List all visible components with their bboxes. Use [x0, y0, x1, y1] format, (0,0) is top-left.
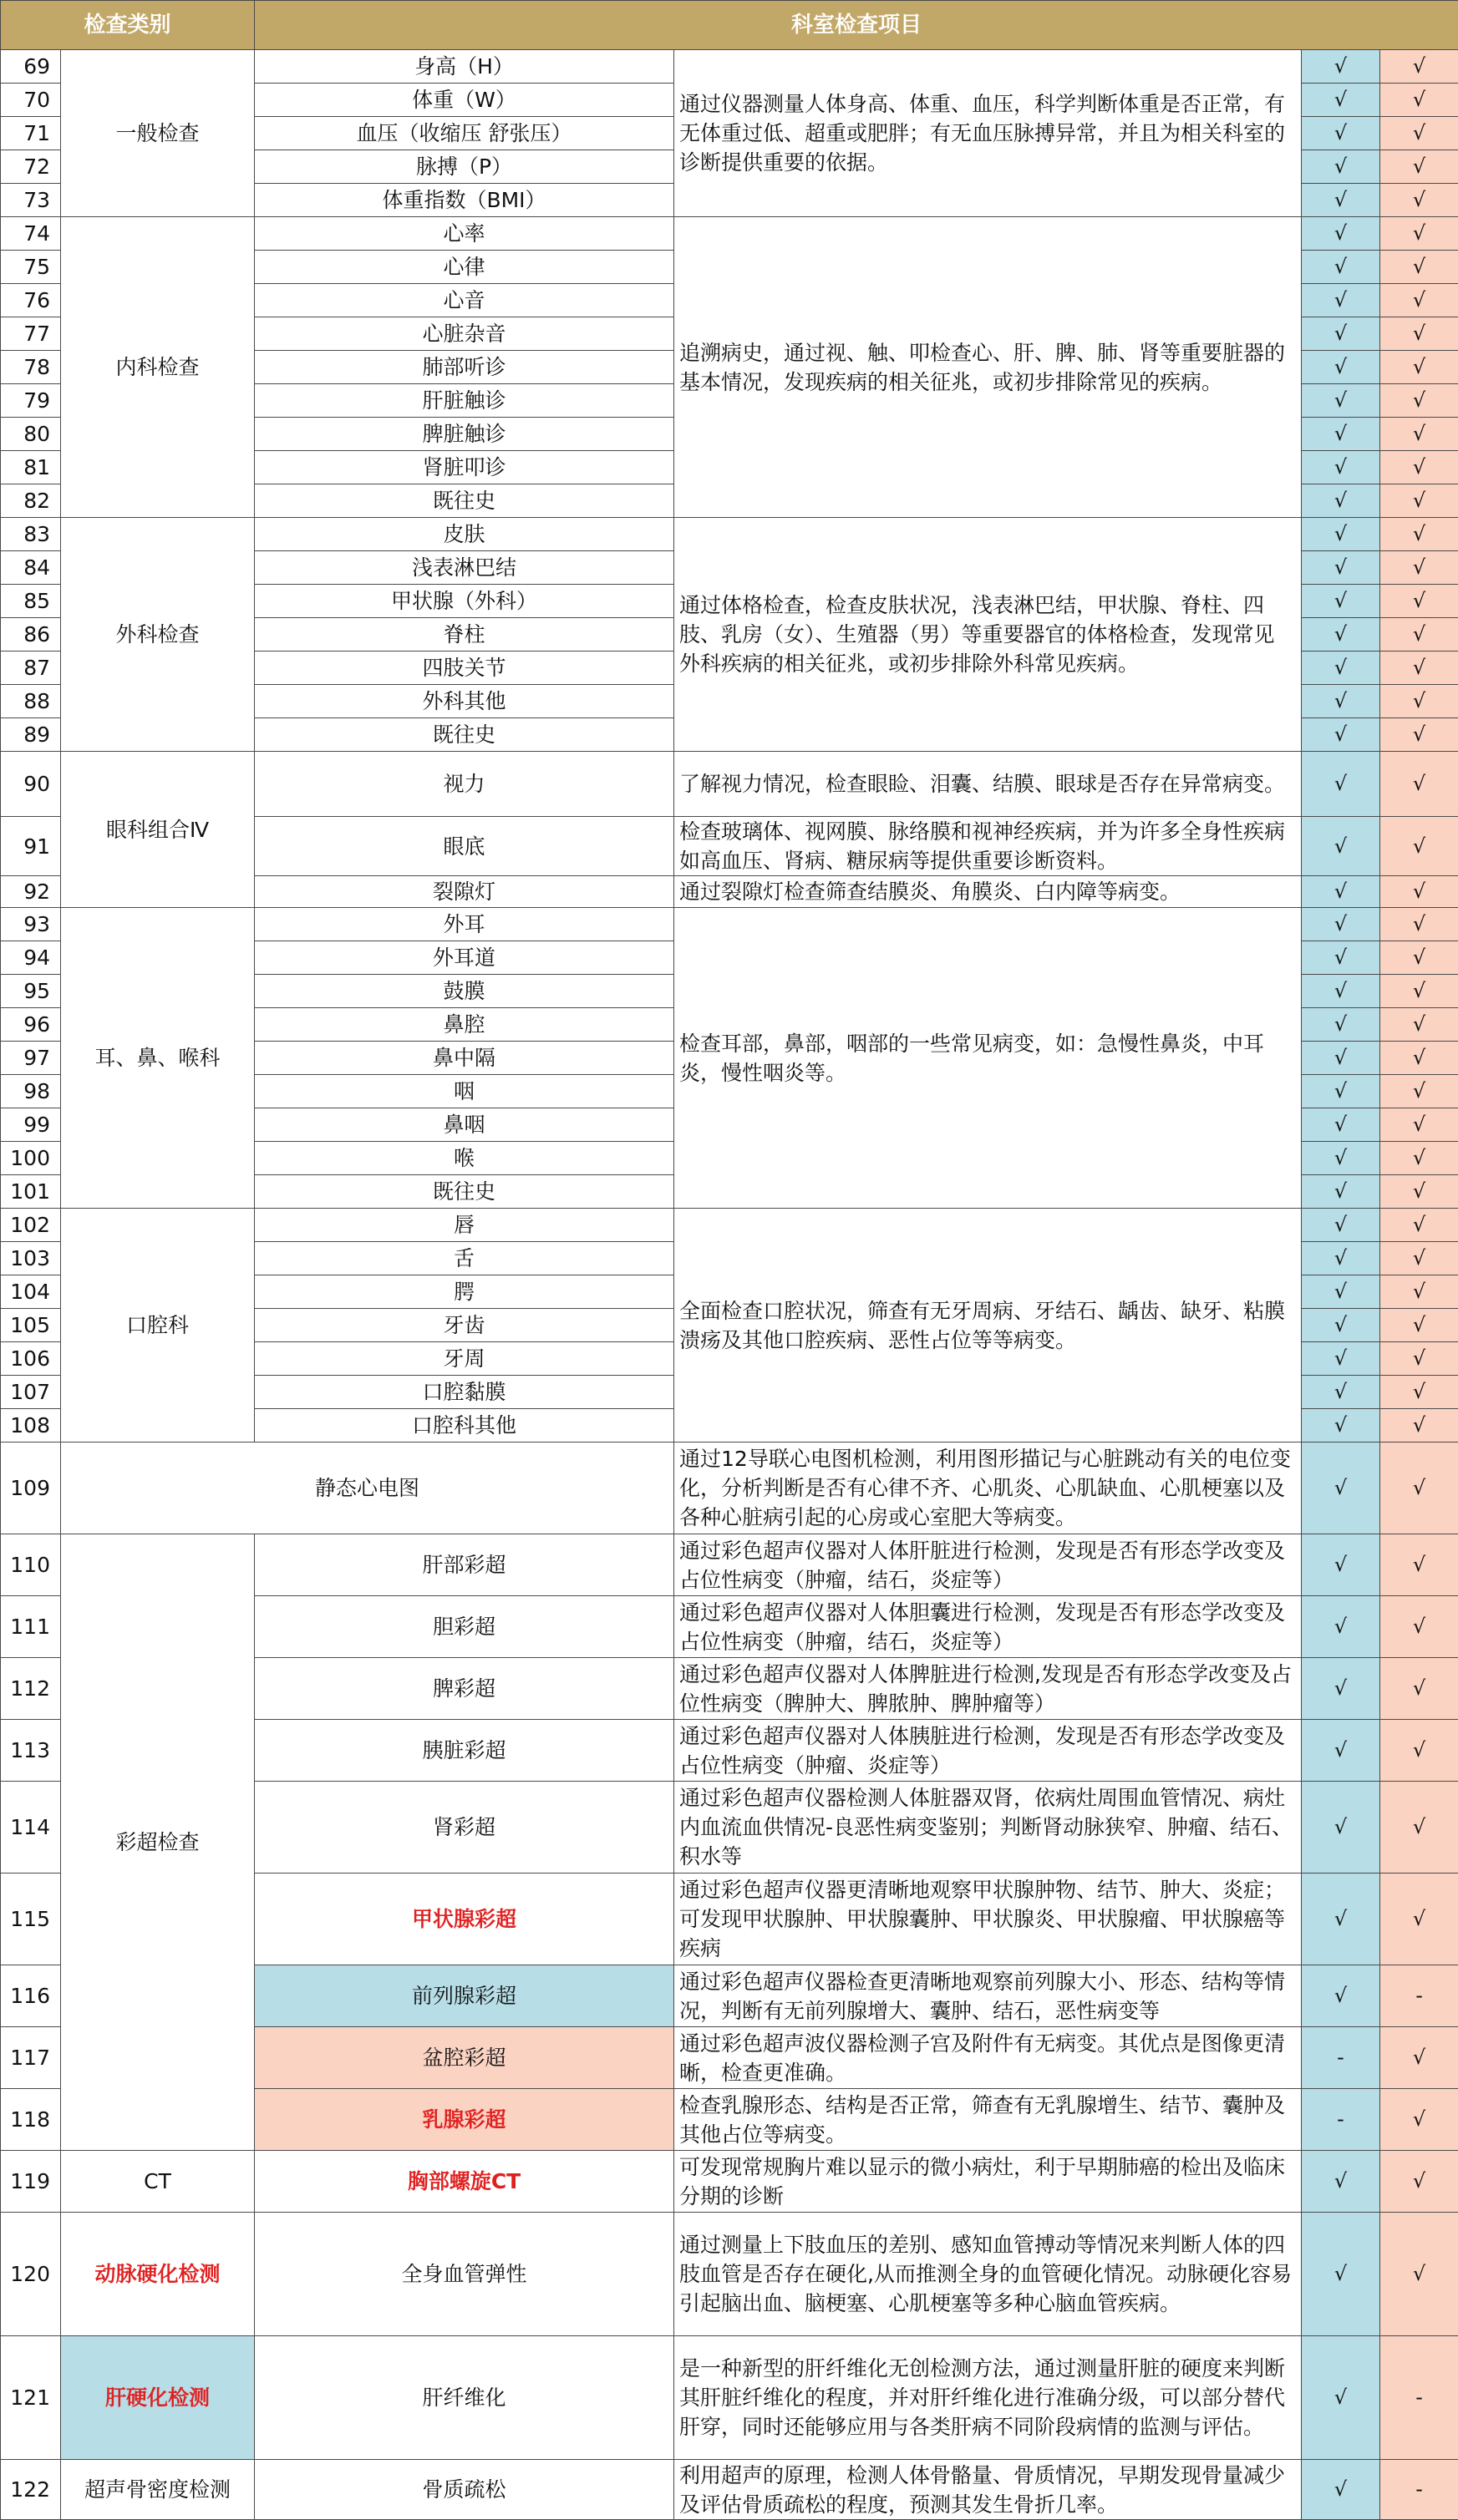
mark-male: √: [1302, 1443, 1380, 1534]
item-cell: 眼底: [255, 817, 674, 876]
item-cell: 心率: [255, 217, 674, 251]
row-number: 79: [1, 384, 61, 418]
mark-female: -: [1380, 2336, 1458, 2460]
mark-male: √: [1302, 384, 1380, 418]
row-number: 95: [1, 975, 61, 1008]
row-number: 107: [1, 1376, 61, 1409]
table-row: [1, 50, 1458, 84]
item-cell: 既往史: [255, 484, 674, 518]
row-number: 90: [1, 752, 61, 817]
mark-female: √: [1380, 618, 1458, 652]
mark-male: √: [1302, 1108, 1380, 1142]
description-cell: 利用超声的原理，检测人体骨骼量、骨质情况，早期发现骨量减少及评估骨质疏松的程度，预测其发生骨折几率。: [674, 2460, 1302, 2520]
mark-male: √: [1302, 418, 1380, 451]
category-cell: 耳、鼻、喉科: [61, 908, 255, 1209]
mark-female: √: [1380, 1443, 1458, 1534]
category-cell: 彩超检查: [61, 1534, 255, 2151]
item-cell: 舌: [255, 1242, 674, 1275]
mark-female: √: [1380, 975, 1458, 1008]
mark-male: √: [1302, 941, 1380, 975]
description-cell: 通过彩色超声仪器检查更清晰地观察前列腺大小、形态、结构等情况，判断有无前列腺增大、囊肿、结石，恶性病变等: [674, 1965, 1302, 2027]
row-number: 103: [1, 1242, 61, 1275]
mark-female: √: [1380, 718, 1458, 752]
item-cell: 前列腺彩超: [255, 1965, 674, 2027]
row-number: 119: [1, 2151, 61, 2213]
mark-female: √: [1380, 2027, 1458, 2089]
item-cell: 骨质疏松: [255, 2460, 674, 2520]
header-items: 科室检查项目: [255, 1, 1458, 50]
item-cell: 既往史: [255, 718, 674, 752]
mark-female: √: [1380, 1658, 1458, 1720]
item-cell: 外耳: [255, 908, 674, 941]
row-number: 99: [1, 1108, 61, 1142]
table-row: [1, 2213, 1458, 2336]
description-cell: 通过彩色超声仪器对人体肝脏进行检测，发现是否有形态学改变及占位性病变（肿瘤，结石，炎症等）: [674, 1534, 1302, 1596]
row-number: 93: [1, 908, 61, 941]
item-cell: 唇: [255, 1209, 674, 1242]
mark-male: √: [1302, 752, 1380, 817]
table-row: [1, 2151, 1458, 2213]
row-number: 81: [1, 451, 61, 484]
mark-male: √: [1302, 284, 1380, 317]
row-number: 73: [1, 184, 61, 217]
row-number: 72: [1, 150, 61, 184]
mark-female: √: [1380, 184, 1458, 217]
mark-female: √: [1380, 585, 1458, 618]
row-number: 91: [1, 817, 61, 876]
item-cell: 肺部听诊: [255, 351, 674, 384]
row-number: 114: [1, 1782, 61, 1874]
mark-female: -: [1380, 1965, 1458, 2027]
mark-female: √: [1380, 1108, 1458, 1142]
mark-female: √: [1380, 2213, 1458, 2336]
row-number: 94: [1, 941, 61, 975]
item-cell: 盆腔彩超: [255, 2027, 674, 2089]
mark-female: √: [1380, 1075, 1458, 1108]
mark-male: √: [1302, 1376, 1380, 1409]
description-cell: 可发现常规胸片难以显示的微小病灶，利于早期肺癌的检出及临床分期的诊断: [674, 2151, 1302, 2213]
description-cell: 通过彩色超声波仪器检测子宫及附件有无病变。其优点是图像更清晰，检查更准确。: [674, 2027, 1302, 2089]
mark-male: √: [1302, 1782, 1380, 1874]
item-cell: 甲状腺（外科）: [255, 585, 674, 618]
table-row: [1, 2336, 1458, 2460]
mark-female: √: [1380, 484, 1458, 518]
item-cell: 全身血管弹性: [255, 2213, 674, 2336]
item-cell: 肾彩超: [255, 1782, 674, 1874]
mark-female: √: [1380, 817, 1458, 876]
row-number: 76: [1, 284, 61, 317]
row-number: 84: [1, 551, 61, 585]
item-cell: 口腔科其他: [255, 1409, 674, 1443]
table-row: [1, 752, 1458, 817]
mark-female: √: [1380, 351, 1458, 384]
mark-female: √: [1380, 84, 1458, 117]
row-number: 74: [1, 217, 61, 251]
row-number: 86: [1, 618, 61, 652]
item-cell: 脾脏触诊: [255, 418, 674, 451]
mark-female: √: [1380, 2151, 1458, 2213]
item-cell: 体重指数（BMI）: [255, 184, 674, 217]
row-number: 87: [1, 652, 61, 685]
table-row: [1, 908, 1458, 941]
item-cell: 心脏杂音: [255, 317, 674, 351]
mark-male: √: [1302, 317, 1380, 351]
description-cell: 检查乳腺形态、结构是否正常，筛查有无乳腺增生、结节、囊肿及其他占位等病变。: [674, 2089, 1302, 2151]
mark-female: √: [1380, 1042, 1458, 1075]
item-cell: 裂隙灯: [255, 876, 674, 908]
mark-female: √: [1380, 217, 1458, 251]
category-cell: 内科检查: [61, 217, 255, 518]
mark-male: √: [1302, 2151, 1380, 2213]
mark-female: √: [1380, 551, 1458, 585]
mark-male: √: [1302, 1409, 1380, 1443]
mark-female: √: [1380, 1409, 1458, 1443]
item-cell: 鼓膜: [255, 975, 674, 1008]
mark-male: √: [1302, 1342, 1380, 1376]
row-number: 109: [1, 1443, 61, 1534]
row-number: 75: [1, 251, 61, 284]
mark-male: √: [1302, 1142, 1380, 1175]
mark-female: √: [1380, 284, 1458, 317]
row-number: 98: [1, 1075, 61, 1108]
item-cell: 胸部螺旋CT: [255, 2151, 674, 2213]
mark-female: √: [1380, 876, 1458, 908]
description-cell: 通过体格检查，检查皮肤状况，浅表淋巴结，甲状腺、脊柱、四肢、乳房（女）、生殖器（男）等重要器官的体格检查，发现常见外科疾病的相关征兆，或初步排除外科常见疾病。: [674, 518, 1302, 752]
row-number: 88: [1, 685, 61, 718]
mark-female: √: [1380, 941, 1458, 975]
row-number: 112: [1, 1658, 61, 1720]
mark-male: √: [1302, 1242, 1380, 1275]
mark-male: √: [1302, 908, 1380, 941]
mark-male: √: [1302, 1008, 1380, 1042]
mark-female: √: [1380, 117, 1458, 150]
item-cell: 口腔黏膜: [255, 1376, 674, 1409]
row-number: 117: [1, 2027, 61, 2089]
table-header-row: [1, 1, 1458, 50]
description-cell: 检查耳部，鼻部，咽部的一些常见病变，如：急慢性鼻炎，中耳炎，慢性咽炎等。: [674, 908, 1302, 1209]
mark-male: -: [1302, 2027, 1380, 2089]
mark-female: √: [1380, 1309, 1458, 1342]
mark-male: √: [1302, 451, 1380, 484]
mark-male: √: [1302, 718, 1380, 752]
description-cell: 通过仪器测量人体身高、体重、血压，科学判断体重是否正常，有无体重过低、超重或肥胖；有无血压脉搏异常，并且为相关科室的诊断提供重要的依据。: [674, 50, 1302, 217]
mark-male: √: [1302, 652, 1380, 685]
mark-female: √: [1380, 1008, 1458, 1042]
row-number: 111: [1, 1596, 61, 1658]
description-cell: 通过彩色超声仪器对人体胰脏进行检测，发现是否有形态学改变及占位性病变（肿瘤、炎症等）: [674, 1720, 1302, 1782]
mark-female: √: [1380, 1242, 1458, 1275]
row-number: 113: [1, 1720, 61, 1782]
mark-female: -: [1380, 2460, 1458, 2520]
mark-male: √: [1302, 1534, 1380, 1596]
description-cell: 通过彩色超声仪器对人体胆囊进行检测，发现是否有形态学改变及占位性病变（肿瘤，结石，炎症等）: [674, 1596, 1302, 1658]
row-number: 92: [1, 876, 61, 908]
mark-male: √: [1302, 351, 1380, 384]
table-row: [1, 1443, 1458, 1534]
table-row: [1, 2460, 1458, 2520]
row-number: 69: [1, 50, 61, 84]
mark-male: √: [1302, 117, 1380, 150]
description-cell: 通过12导联心电图机检测，利用图形描记与心脏跳动有关的电位变化，分析判断是否有心律不齐、心肌炎、心肌缺血、心肌梗塞以及各种心脏病引起的心房或心室肥大等病变。: [674, 1443, 1302, 1534]
mark-female: √: [1380, 908, 1458, 941]
row-number: 102: [1, 1209, 61, 1242]
mark-male: √: [1302, 1874, 1380, 1965]
mark-female: √: [1380, 451, 1458, 484]
description-cell: 了解视力情况，检查眼睑、泪囊、结膜、眼球是否存在异常病变。: [674, 752, 1302, 817]
description-cell: 追溯病史，通过视、触、叩检查心、肝、脾、肺、肾等重要脏器的基本情况，发现疾病的相关征兆，或初步排除常见的疾病。: [674, 217, 1302, 518]
description-cell: 通过彩色超声仪器更清晰地观察甲状腺肿物、结节、肿大、炎症；可发现甲状腺肿、甲状腺囊肿、甲状腺炎、甲状腺瘤、甲状腺癌等疾病: [674, 1874, 1302, 1965]
table-row: [1, 1534, 1458, 1596]
item-cell: 肝纤维化: [255, 2336, 674, 2460]
description-cell: 是一种新型的肝纤维化无创检测方法，通过测量肝脏的硬度来判断其肝脏纤维化的程度，并对肝纤维化进行准确分级，可以部分替代肝穿，同时还能够应用与各类肝病不同阶段病情的监测与评估。: [674, 2336, 1302, 2460]
item-cell: 脾彩超: [255, 1658, 674, 1720]
mark-female: √: [1380, 251, 1458, 284]
row-number: 115: [1, 1874, 61, 1965]
mark-female: √: [1380, 1782, 1458, 1874]
row-number: 97: [1, 1042, 61, 1075]
row-number: 78: [1, 351, 61, 384]
description-cell: 通过彩色超声仪器检测人体脏器双肾，依病灶周围血管情况、病灶内血流血供情况-良恶性病变鉴别；判断肾动脉狭窄、肿瘤、结石、积水等: [674, 1782, 1302, 1874]
item-cell: 胰脏彩超: [255, 1720, 674, 1782]
mark-male: √: [1302, 1175, 1380, 1209]
mark-male: √: [1302, 975, 1380, 1008]
category-cell: 动脉硬化检测: [61, 2213, 255, 2336]
item-cell: 鼻中隔: [255, 1042, 674, 1075]
table-row: [1, 217, 1458, 251]
row-number: 100: [1, 1142, 61, 1175]
mark-female: √: [1380, 2089, 1458, 2151]
category-cell: 肝硬化检测: [61, 2336, 255, 2460]
mark-male: √: [1302, 551, 1380, 585]
mark-female: √: [1380, 1175, 1458, 1209]
item-cell: 腭: [255, 1275, 674, 1309]
item-cell: 外科其他: [255, 685, 674, 718]
item-cell: 视力: [255, 752, 674, 817]
mark-male: √: [1302, 2336, 1380, 2460]
mark-female: √: [1380, 1720, 1458, 1782]
item-cell: 心律: [255, 251, 674, 284]
item-cell: 甲状腺彩超: [255, 1874, 674, 1965]
row-number: 70: [1, 84, 61, 117]
mark-male: √: [1302, 817, 1380, 876]
row-number: 82: [1, 484, 61, 518]
item-cell: 体重（W）: [255, 84, 674, 117]
row-number: 104: [1, 1275, 61, 1309]
mark-male: √: [1302, 618, 1380, 652]
row-number: 101: [1, 1175, 61, 1209]
item-cell: 既往史: [255, 1175, 674, 1209]
table-row: [1, 518, 1458, 551]
description-cell: 检查玻璃体、视网膜、脉络膜和视神经疾病，并为许多全身性疾病如高血压、肾病、糖尿病等提供重要诊断资料。: [674, 817, 1302, 876]
row-number: 85: [1, 585, 61, 618]
mark-female: √: [1380, 418, 1458, 451]
row-number: 110: [1, 1534, 61, 1596]
mark-male: √: [1302, 484, 1380, 518]
mark-male: √: [1302, 1209, 1380, 1242]
mark-male: √: [1302, 150, 1380, 184]
item-cell: 肾脏叩诊: [255, 451, 674, 484]
mark-female: √: [1380, 1342, 1458, 1376]
mark-male: √: [1302, 518, 1380, 551]
mark-male: √: [1302, 2213, 1380, 2336]
item-cell: 身高（H）: [255, 50, 674, 84]
item-cell: 咽: [255, 1075, 674, 1108]
mark-female: √: [1380, 1275, 1458, 1309]
item-cell: 脉搏（P）: [255, 150, 674, 184]
description-cell: 通过裂隙灯检查筛查结膜炎、角膜炎、白内障等病变。: [674, 876, 1302, 908]
mark-male: -: [1302, 2089, 1380, 2151]
mark-male: √: [1302, 50, 1380, 84]
item-cell: 胆彩超: [255, 1596, 674, 1658]
mark-female: √: [1380, 1874, 1458, 1965]
category-cell: 超声骨密度检测: [61, 2460, 255, 2520]
category-cell: 外科检查: [61, 518, 255, 752]
description-cell: 全面检查口腔状况，筛查有无牙周病、牙结石、龋齿、缺牙、粘膜溃疡及其他口腔疾病、恶性占位等等病变。: [674, 1209, 1302, 1443]
row-number: 96: [1, 1008, 61, 1042]
item-cell: 鼻腔: [255, 1008, 674, 1042]
mark-male: √: [1302, 217, 1380, 251]
category-cell: CT: [61, 2151, 255, 2213]
mark-female: √: [1380, 1534, 1458, 1596]
row-number: 89: [1, 718, 61, 752]
mark-male: √: [1302, 1596, 1380, 1658]
mark-male: √: [1302, 1965, 1380, 2027]
item-cell: 四肢关节: [255, 652, 674, 685]
item-cell: 浅表淋巴结: [255, 551, 674, 585]
item-cell: 静态心电图: [61, 1443, 674, 1534]
mark-female: √: [1380, 317, 1458, 351]
table-row: [1, 1209, 1458, 1242]
mark-female: √: [1380, 50, 1458, 84]
mark-male: √: [1302, 251, 1380, 284]
mark-male: √: [1302, 1309, 1380, 1342]
row-number: 71: [1, 117, 61, 150]
mark-female: √: [1380, 752, 1458, 817]
mark-male: √: [1302, 876, 1380, 908]
item-cell: 心音: [255, 284, 674, 317]
mark-male: √: [1302, 1658, 1380, 1720]
item-cell: 乳腺彩超: [255, 2089, 674, 2151]
mark-female: √: [1380, 652, 1458, 685]
category-cell: 眼科组合Ⅳ: [61, 752, 255, 908]
category-cell: 口腔科: [61, 1209, 255, 1443]
mark-female: √: [1380, 1596, 1458, 1658]
item-cell: 肝部彩超: [255, 1534, 674, 1596]
row-number: 120: [1, 2213, 61, 2336]
row-number: 105: [1, 1309, 61, 1342]
category-cell: 一般检查: [61, 50, 255, 217]
mark-male: √: [1302, 1075, 1380, 1108]
row-number: 108: [1, 1409, 61, 1443]
mark-male: √: [1302, 1042, 1380, 1075]
mark-female: √: [1380, 1209, 1458, 1242]
mark-male: √: [1302, 84, 1380, 117]
description-cell: 通过彩色超声仪器对人体脾脏进行检测,发现是否有形态学改变及占位性病变（脾肿大、脾脓肿、脾肿瘤等）: [674, 1658, 1302, 1720]
row-number: 116: [1, 1965, 61, 2027]
item-cell: 喉: [255, 1142, 674, 1175]
item-cell: 外耳道: [255, 941, 674, 975]
mark-male: √: [1302, 2460, 1380, 2520]
row-number: 121: [1, 2336, 61, 2460]
mark-female: √: [1380, 1142, 1458, 1175]
item-cell: 脊柱: [255, 618, 674, 652]
item-cell: 皮肤: [255, 518, 674, 551]
row-number: 80: [1, 418, 61, 451]
mark-female: √: [1380, 518, 1458, 551]
mark-female: √: [1380, 150, 1458, 184]
mark-female: √: [1380, 685, 1458, 718]
item-cell: 牙周: [255, 1342, 674, 1376]
mark-male: √: [1302, 184, 1380, 217]
mark-male: √: [1302, 1275, 1380, 1309]
mark-female: √: [1380, 1376, 1458, 1409]
item-cell: 血压（收缩压 舒张压）: [255, 117, 674, 150]
mark-male: √: [1302, 1720, 1380, 1782]
row-number: 77: [1, 317, 61, 351]
item-cell: 牙齿: [255, 1309, 674, 1342]
description-cell: 通过测量上下肢血压的差别、感知血管搏动等情况来判断人体的四肢血管是否存在硬化,从而推测全身的血管硬化情况。动脉硬化容易引起脑出血、脑梗塞、心肌梗塞等多种心脑血管疾病。: [674, 2213, 1302, 2336]
row-number: 118: [1, 2089, 61, 2151]
item-cell: 鼻咽: [255, 1108, 674, 1142]
mark-male: √: [1302, 685, 1380, 718]
row-number: 122: [1, 2460, 61, 2520]
row-number: 83: [1, 518, 61, 551]
row-number: 106: [1, 1342, 61, 1376]
mark-female: √: [1380, 384, 1458, 418]
header-category: 检查类别: [1, 1, 255, 50]
mark-male: √: [1302, 585, 1380, 618]
table-body: [1, 50, 1458, 2520]
item-cell: 肝脏触诊: [255, 384, 674, 418]
